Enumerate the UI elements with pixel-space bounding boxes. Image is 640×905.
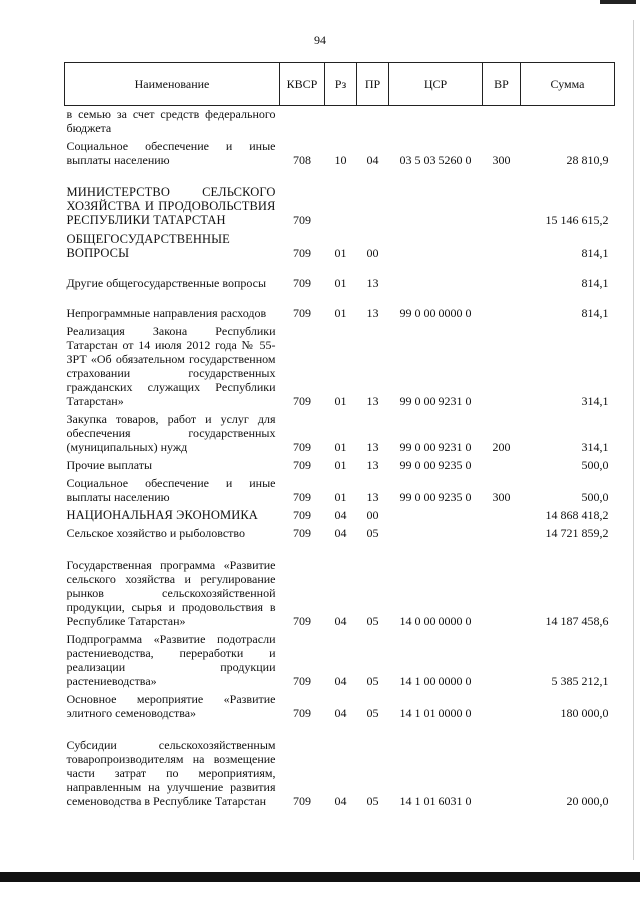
row-vr: 300 bbox=[492, 153, 511, 167]
row-rz: 04 bbox=[334, 508, 347, 522]
row-name: МИНИСТЕРСТВО СЕЛЬСКОГО ХОЗЯЙСТВА И ПРОДОВОЛЬСТВИЯ РЕСПУБЛИКИ ТАТАРСТАН bbox=[66, 185, 276, 227]
row-vr: 300 bbox=[492, 490, 511, 504]
row-vr bbox=[483, 525, 521, 543]
table-row bbox=[65, 138, 615, 170]
row-name: Государственная программа «Развитие сельского хозяйства и регулирование рынков сельскохозяйственной продукции, сырья и продовольствия в Республике Татарстан» bbox=[66, 558, 276, 628]
row-kvsr: 709 bbox=[293, 706, 311, 720]
row-rz: 01 bbox=[334, 276, 347, 290]
row-vr bbox=[483, 691, 521, 723]
row-pr: 13 bbox=[366, 458, 379, 472]
row-name: Закупка товаров, работ и услуг для обеспечения государственных (муниципальных) нужд bbox=[66, 412, 276, 454]
table-row bbox=[65, 263, 615, 293]
row-vr: 200 bbox=[492, 440, 511, 454]
row-csr: 14 1 01 0000 0 bbox=[399, 706, 472, 720]
row-pr: 05 bbox=[366, 706, 379, 720]
budget-table bbox=[64, 62, 615, 811]
row-csr: 99 0 00 9235 0 bbox=[399, 458, 472, 472]
header-pr: ПР bbox=[357, 63, 389, 106]
row-sum: 14 721 859,2 bbox=[545, 526, 609, 540]
row-name: в семью за счет средств федерального бюджета bbox=[66, 107, 276, 135]
row-vr bbox=[483, 170, 521, 230]
row-vr bbox=[483, 507, 521, 525]
row-name: ОБЩЕГОСУДАРСТВЕННЫЕ ВОПРОСЫ bbox=[66, 232, 230, 260]
page-number: 94 bbox=[314, 33, 326, 47]
table-row bbox=[65, 106, 615, 139]
table-row bbox=[65, 411, 615, 457]
row-vr bbox=[483, 323, 521, 411]
row-pr: 05 bbox=[366, 674, 379, 688]
row-csr: 14 0 00 0000 0 bbox=[399, 614, 472, 628]
row-pr: 13 bbox=[366, 490, 379, 504]
row-sum: 314,1 bbox=[581, 394, 609, 408]
row-kvsr: 709 bbox=[293, 394, 311, 408]
row-pr: 00 bbox=[366, 508, 379, 522]
row-csr bbox=[389, 525, 483, 543]
row-kvsr: 709 bbox=[293, 213, 311, 227]
header-kvsr: КВСР bbox=[280, 63, 325, 106]
row-vr bbox=[483, 263, 521, 293]
row-kvsr: 709 bbox=[293, 306, 311, 320]
row-rz: 04 bbox=[334, 526, 347, 540]
table-row bbox=[65, 170, 615, 230]
table-row bbox=[65, 543, 615, 631]
budget-table-frame bbox=[64, 62, 614, 811]
table-row bbox=[65, 507, 615, 525]
table-row bbox=[65, 475, 615, 507]
row-rz: 01 bbox=[334, 440, 347, 454]
row-rz bbox=[325, 106, 357, 139]
row-sum: 28 810,9 bbox=[566, 153, 609, 167]
table-row bbox=[65, 457, 615, 475]
row-name: Реализация Закона Республики Татарстан от 14 июля 2012 года № 55-ЗРТ «Об обязательном государственном страховании государственных гражданских служащих Республики Татарстан» bbox=[66, 324, 276, 408]
row-rz: 01 bbox=[334, 490, 347, 504]
header-rz: Рз bbox=[325, 63, 357, 106]
row-kvsr: 709 bbox=[293, 526, 311, 540]
row-csr: 14 1 00 0000 0 bbox=[399, 674, 472, 688]
row-pr: 05 bbox=[366, 794, 379, 808]
row-sum: 314,1 bbox=[581, 440, 609, 454]
row-csr bbox=[389, 507, 483, 525]
row-kvsr: 709 bbox=[293, 614, 311, 628]
row-vr bbox=[483, 631, 521, 691]
row-csr: 99 0 00 9235 0 bbox=[399, 490, 472, 504]
header-vr: ВР bbox=[483, 63, 521, 106]
header-sum: Сумма bbox=[521, 63, 615, 106]
row-vr bbox=[483, 543, 521, 631]
row-sum: 180 000,0 bbox=[560, 706, 609, 720]
table-row bbox=[65, 323, 615, 411]
row-kvsr: 708 bbox=[293, 153, 311, 167]
row-csr: 03 5 03 5260 0 bbox=[399, 153, 472, 167]
row-kvsr: 709 bbox=[293, 794, 311, 808]
row-name: Другие общегосударственные вопросы bbox=[66, 276, 267, 290]
page-edge-line bbox=[633, 20, 634, 860]
row-name: Подпрограмма «Развитие подотрасли растениеводства, переработки и реализации продукции растениеводства» bbox=[66, 632, 276, 688]
row-name: Сельское хозяйство и рыболовство bbox=[66, 526, 246, 540]
row-pr: 13 bbox=[366, 306, 379, 320]
row-name: НАЦИОНАЛЬНАЯ ЭКОНОМИКА bbox=[66, 508, 258, 522]
table-row bbox=[65, 525, 615, 543]
row-sum: 15 146 615,2 bbox=[545, 213, 609, 227]
row-sum: 814,1 bbox=[581, 306, 609, 320]
row-pr: 13 bbox=[366, 394, 379, 408]
row-sum: 500,0 bbox=[581, 490, 609, 504]
row-rz: 04 bbox=[334, 674, 347, 688]
row-sum: 814,1 bbox=[581, 246, 609, 260]
row-sum: 14 187 458,6 bbox=[545, 614, 609, 628]
row-sum: 14 868 418,2 bbox=[545, 508, 609, 522]
row-rz: 04 bbox=[334, 614, 347, 628]
row-rz bbox=[325, 170, 357, 230]
table-header bbox=[65, 63, 615, 106]
row-name: Социальное обеспечение и иные выплаты населению bbox=[66, 139, 276, 167]
row-csr bbox=[389, 263, 483, 293]
row-pr: 00 bbox=[366, 246, 379, 260]
row-kvsr: 709 bbox=[293, 246, 311, 260]
row-name: Непрограммные направления расходов bbox=[66, 306, 267, 320]
header-csr: ЦСР bbox=[389, 63, 483, 106]
row-rz: 10 bbox=[334, 153, 347, 167]
table-row bbox=[65, 723, 615, 811]
row-csr: 99 0 00 0000 0 bbox=[399, 306, 472, 320]
row-vr bbox=[483, 230, 521, 263]
row-pr: 13 bbox=[366, 440, 379, 454]
row-csr bbox=[389, 230, 483, 263]
row-sum: 500,0 bbox=[581, 458, 609, 472]
scan-artifact-top bbox=[600, 0, 636, 4]
row-kvsr bbox=[280, 106, 325, 139]
row-pr: 05 bbox=[366, 526, 379, 540]
row-name: Субсидии сельскохозяйственным товаропроизводителям на возмещение части затрат по мероприятиям, направленным на улучшение развития семеноводства в Республике Татарстан bbox=[66, 738, 276, 808]
row-sum: 20 000,0 bbox=[566, 794, 609, 808]
row-name: Социальное обеспечение и иные выплаты населению bbox=[66, 476, 276, 504]
row-sum: 5 385 212,1 bbox=[551, 674, 609, 688]
row-vr bbox=[483, 293, 521, 323]
table-row bbox=[65, 230, 615, 263]
table-body bbox=[65, 106, 615, 812]
row-csr: 14 1 01 6031 0 bbox=[399, 794, 472, 808]
row-kvsr: 709 bbox=[293, 674, 311, 688]
row-sum: 814,1 bbox=[581, 276, 609, 290]
row-kvsr: 709 bbox=[293, 458, 311, 472]
row-sum bbox=[521, 106, 615, 139]
row-csr bbox=[389, 170, 483, 230]
row-rz: 01 bbox=[334, 306, 347, 320]
row-vr bbox=[483, 106, 521, 139]
row-pr: 13 bbox=[366, 276, 379, 290]
table-row bbox=[65, 631, 615, 691]
table-row bbox=[65, 691, 615, 723]
header-name: Наименование bbox=[65, 63, 280, 106]
row-csr: 99 0 00 9231 0 bbox=[399, 440, 472, 454]
row-kvsr: 709 bbox=[293, 440, 311, 454]
table-row bbox=[65, 293, 615, 323]
row-pr: 05 bbox=[366, 614, 379, 628]
row-rz: 04 bbox=[334, 794, 347, 808]
row-rz: 01 bbox=[334, 394, 347, 408]
row-pr: 04 bbox=[366, 153, 379, 167]
row-csr: 99 0 00 9231 0 bbox=[399, 394, 472, 408]
row-rz: 04 bbox=[334, 706, 347, 720]
row-name: Прочие выплаты bbox=[66, 458, 153, 472]
row-pr bbox=[357, 106, 389, 139]
row-kvsr: 709 bbox=[293, 276, 311, 290]
scan-bottom-border bbox=[0, 872, 640, 882]
row-rz: 01 bbox=[334, 246, 347, 260]
row-kvsr: 709 bbox=[293, 490, 311, 504]
row-csr bbox=[389, 106, 483, 139]
row-name: Основное мероприятие «Развитие элитного семеноводства» bbox=[66, 692, 276, 720]
row-vr bbox=[483, 723, 521, 811]
row-vr bbox=[483, 457, 521, 475]
row-kvsr: 709 bbox=[293, 508, 311, 522]
row-rz: 01 bbox=[334, 458, 347, 472]
row-pr bbox=[357, 170, 389, 230]
